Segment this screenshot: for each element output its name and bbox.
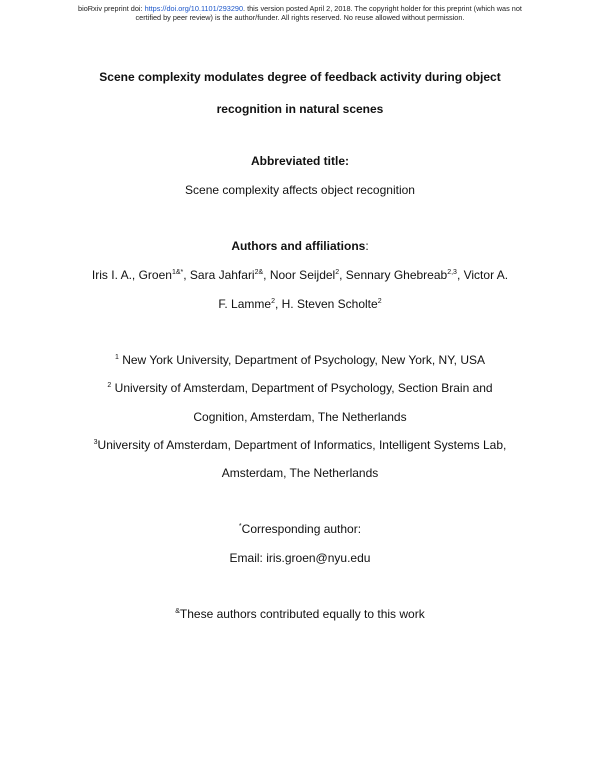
equal-sup: &: [175, 608, 180, 615]
header-prefix: bioRxiv preprint doi:: [78, 4, 145, 13]
header-line-1: [0, 4, 600, 13]
affiliation-2-line-1: [0, 381, 600, 395]
equal-text: These authors contributed equally to this work: [179, 607, 425, 621]
affiliation-sup: 3: [93, 439, 98, 446]
author-sup: 2: [271, 298, 275, 305]
affiliation-text: New York University, Department of Psychology, New York, NY, USA: [118, 353, 486, 367]
author-sup: 2: [377, 298, 382, 305]
affiliation-sup: 2: [107, 382, 112, 389]
corresponding-sup: *: [238, 523, 242, 530]
author-name: F. Lamme: [218, 297, 272, 311]
equal-contribution-note: [0, 607, 600, 621]
doi-link[interactable]: https://doi.org/10.1101/293290: [144, 4, 244, 13]
author-sup: 1&*: [171, 269, 184, 276]
affiliation-3-line-1: [0, 438, 600, 452]
author-sup: 2&: [254, 269, 264, 276]
author-name: , Sara Jahfari: [183, 268, 255, 282]
header-line-1-rest: . this version posted April 2, 2018. The copyright holder for this preprint (which was not: [243, 4, 522, 13]
authors-line-1: [0, 268, 600, 282]
paper-title-line-1: Scene complexity modulates degree of feedback activity during object: [99, 70, 501, 84]
authors-heading-colon: :: [365, 239, 369, 253]
author-name: , H. Steven Scholte: [274, 297, 378, 311]
header-line-2: certified by peer review) is the author/funder. All rights reserved. No reuse allowed without permission.: [135, 13, 465, 22]
preprint-header: [0, 4, 600, 22]
affiliation-text: University of Amsterdam, Department of Informatics, Intelligent Systems Lab,: [97, 438, 507, 452]
affiliation-2-line-2: Cognition, Amsterdam, The Netherlands: [193, 410, 407, 424]
affiliation-sup: 1: [114, 354, 119, 361]
authors-line-2: [0, 297, 600, 311]
paper-title-line-2: recognition in natural scenes: [216, 102, 384, 116]
author-sup: 2: [335, 269, 340, 276]
author-sup: 2,3: [447, 269, 457, 276]
author-name: Iris I. A., Groen: [91, 268, 172, 282]
corresponding-label-text: Corresponding author:: [241, 522, 362, 536]
authors-heading-text: Authors and affiliations: [231, 239, 366, 253]
corresponding-author-label: [0, 522, 600, 536]
corresponding-email[interactable]: Email: iris.groen@nyu.edu: [229, 551, 371, 565]
affiliation-3-line-2: Amsterdam, The Netherlands: [221, 466, 379, 480]
author-name: , Victor A.: [456, 268, 509, 282]
author-name: , Sennary Ghebreab: [339, 268, 448, 282]
abbreviated-title-heading: Abbreviated title:: [250, 154, 349, 168]
authors-heading: [0, 239, 600, 253]
abbreviated-title-text: Scene complexity affects object recognition: [185, 183, 415, 197]
affiliation-text: University of Amsterdam, Department of Psychology, Section Brain and: [111, 381, 493, 395]
author-name: , Noor Seijdel: [263, 268, 336, 282]
affiliation-1: [0, 353, 600, 367]
